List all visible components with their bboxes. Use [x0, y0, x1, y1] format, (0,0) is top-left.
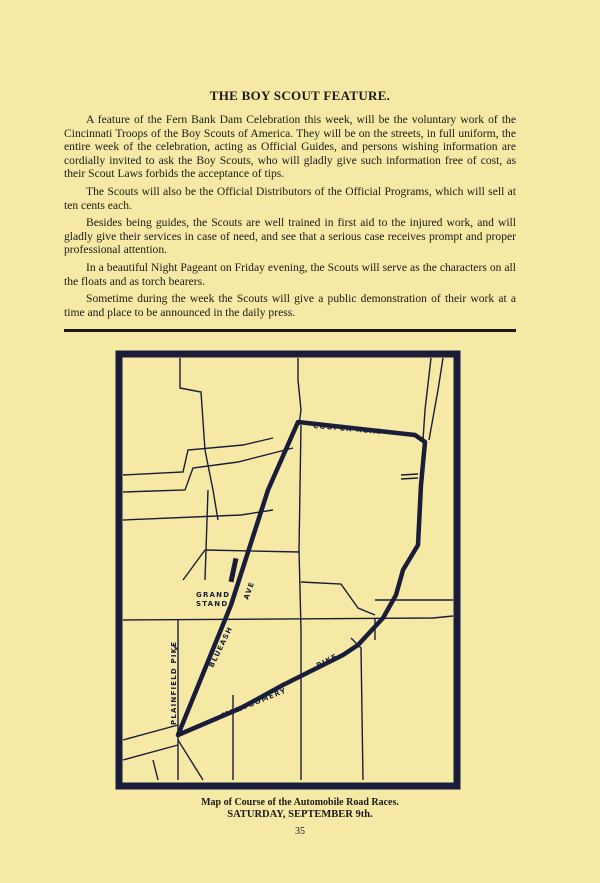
page-number: 35 — [295, 826, 305, 837]
label-stand: STAND — [196, 600, 229, 608]
article-title: THE BOY SCOUT FEATURE. — [209, 88, 391, 103]
paragraph-1: A feature of the Fern Bank Dam Celebration this week, will be the voluntary work of the Cincinnati Troops of the Boy Scouts of America. They will be on the streets, in full uniform, the entire week of the celebration, acting as Official Guides, and persons wishing information are cordially invited to ask the Boy Scouts, who will gladly give such information free of cost, as their Scout Laws forbids the acceptance of tips. — [64, 113, 516, 181]
paragraph-5: Sometime during the week the Scouts will give a public demonstration of their work at a time and place to be announced in the daily press. — [64, 292, 516, 319]
grand-stand-marker — [229, 558, 239, 583]
article-body — [64, 113, 516, 323]
paragraph-2: The Scouts will also be the Official Distributors of the Official Programs, which will sell at ten cents each. — [64, 184, 516, 212]
paragraph-4: In a beautiful Night Pageant on Friday evening, the Scouts will serve as the characters on all the floats and as torch bearers. — [64, 260, 516, 288]
map-caption — [0, 797, 600, 821]
label-ave: AVE — [242, 580, 257, 601]
caption-line-2: SATURDAY, SEPTEMBER 9th. — [227, 809, 373, 820]
race-course-map — [113, 350, 463, 790]
section-divider — [64, 329, 516, 332]
label-cooper-road: COOPER ROAD — [312, 422, 384, 437]
caption-line-1: Map of Course of the Automobile Road Races. — [201, 797, 399, 808]
label-pike: PIKE — [315, 652, 340, 670]
paragraph-3: Besides being guides, the Scouts are well trained in first aid to the injured work, and will gladly give their services in case of need, and see that a serious case receives prompt and proper professional attention. — [64, 216, 516, 257]
label-blueash: BLUEASH — [207, 625, 235, 669]
label-montgomery: MONTGOMERY — [220, 686, 288, 720]
label-plainfield-pike: PLAINFIELD PIKE — [170, 640, 178, 725]
label-grand: GRAND — [196, 591, 231, 599]
